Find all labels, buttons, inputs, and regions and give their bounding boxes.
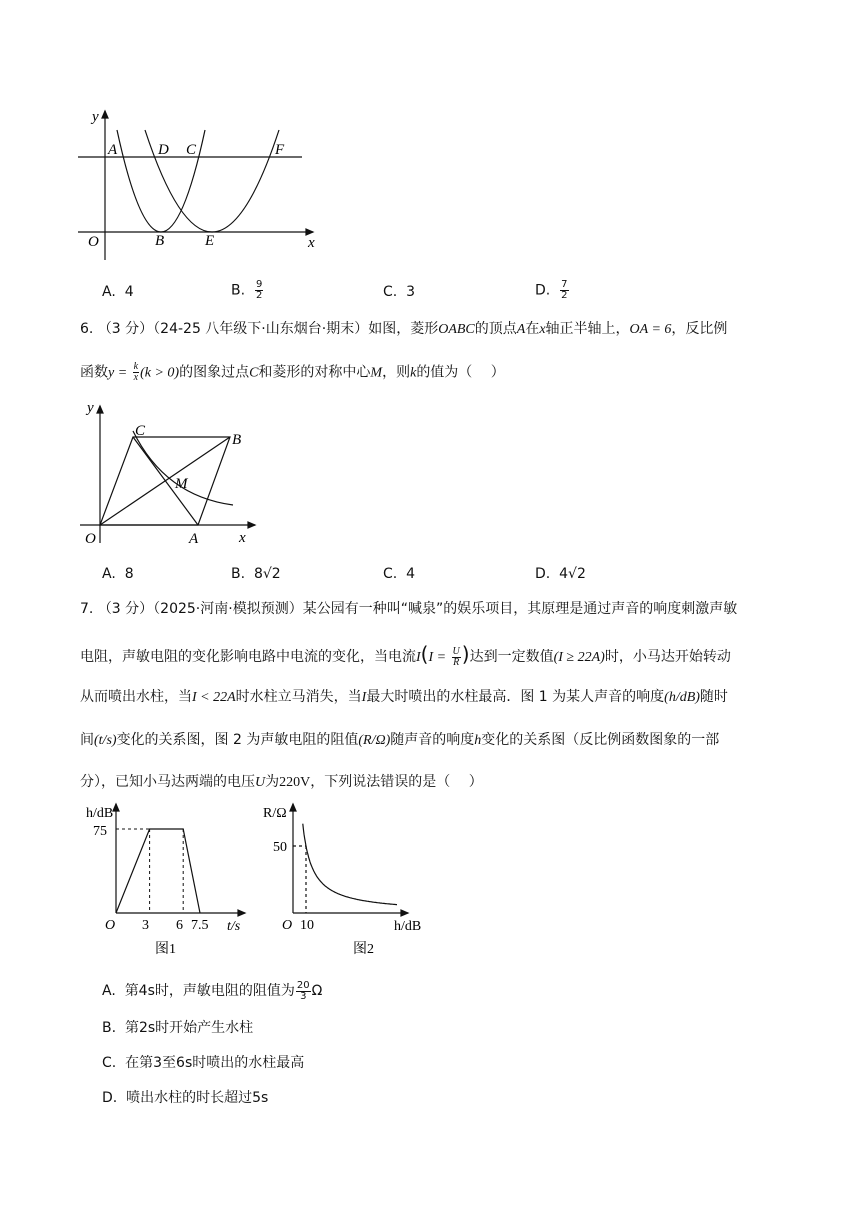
- fig1-loudness-line: [116, 829, 200, 913]
- q7-stem-line3: 从而喷出水柱，当I < 22A时水柱立马消失，当I最大时喷出的水柱最高．图 1 为某人声音的响度(h/dB)随时: [80, 689, 728, 705]
- y-axis-label: y: [92, 109, 99, 125]
- fig1-loudness-time: [85, 800, 260, 960]
- fig2-inverse-curve: [303, 824, 397, 905]
- point-c-label: C: [186, 142, 197, 158]
- fig2-xlabel: h/dB: [394, 919, 422, 934]
- q7-stem-line2: 电阻，声敏电阻的变化影响电路中电流的变化，当电流I(I = $\frac{U}{R}$ )达到一定数值(I ≥ 22A)时，小马达开始转动: [80, 642, 731, 668]
- y-axis-label: y: [87, 400, 94, 416]
- point-b-label: B: [232, 432, 242, 448]
- point-e-label: E: [205, 233, 215, 249]
- q5-option-a[interactable]: A. 4: [102, 284, 134, 300]
- fig1-xtick-7-5: 7.5: [191, 918, 209, 933]
- fig2-xtick-10: 10: [300, 918, 314, 933]
- fig1-origin: O: [105, 918, 116, 933]
- fig1-xtick-3: 3: [142, 918, 149, 933]
- q6-option-a[interactable]: A. 8: [102, 566, 134, 582]
- fig2-ylabel: R/Ω: [263, 806, 287, 821]
- rhombus-figure: [75, 398, 265, 548]
- q6-option-d[interactable]: D. 4√2: [535, 566, 586, 582]
- q5-option-d[interactable]: D. $\frac{7}{2}$: [535, 279, 568, 301]
- q6-option-b[interactable]: B. 8√2: [231, 566, 281, 582]
- q7-stem-line5: 分），已知小马达两端的电压U为220V，下列说法错误的是（ ）: [80, 774, 483, 790]
- q7-option-c[interactable]: C. 在第3至6s时喷出的水柱最高: [102, 1055, 305, 1071]
- point-c-label: C: [135, 423, 146, 439]
- point-m-label: M: [175, 476, 188, 492]
- point-f-label: F: [275, 142, 285, 158]
- fig2-resistance-loudness: [260, 800, 435, 960]
- point-a-label: A: [108, 142, 118, 158]
- point-b-label: B: [155, 233, 165, 249]
- q6-stem-line2: 函数y = $\frac{k}{x}$ (k > 0)的图象过点C和菱形的对称中心M，则k的值为（ ）: [80, 361, 505, 383]
- fig1-ytick-75: 75: [93, 824, 107, 839]
- fig1-xtick-6: 6: [176, 918, 183, 933]
- q6-stem-line1: 6. （3 分）（24-25 八年级下·山东烟台·期末）如图，菱形OABC的顶点A在x轴正半轴上，OA = 6，反比例: [80, 321, 728, 337]
- q7-option-b[interactable]: B. 第2s时开始产生水柱: [102, 1020, 254, 1036]
- q6-option-c[interactable]: C. 4: [383, 566, 416, 582]
- fig1-ylabel: h/dB: [86, 806, 114, 821]
- q5-option-c[interactable]: C. 3: [383, 284, 416, 300]
- x-axis-label: x: [239, 530, 246, 546]
- q7-stem-line4: 间(t/s)变化的关系图，图 2 为声敏电阻的阻值(R/Ω)随声音的响度h变化的关系图（反比例函数图象的一部: [80, 732, 720, 748]
- q5-option-b[interactable]: B. $\frac{9}{2}$: [231, 279, 263, 301]
- fig2-caption: 图2: [353, 942, 374, 957]
- point-a-label: A: [189, 531, 199, 547]
- fig2-origin: O: [282, 918, 293, 933]
- q7-option-a[interactable]: A. 第4s时，声敏电阻的阻值为 $\frac{20}{3}$ Ω: [102, 979, 323, 1002]
- parabola-figure: [70, 105, 330, 265]
- point-d-label: D: [158, 142, 169, 158]
- origin-label: O: [88, 234, 99, 250]
- fig2-ytick-50: 50: [273, 840, 287, 855]
- x-axis-label: x: [308, 235, 315, 251]
- q7-stem-line1: 7. （3 分）（2025·河南·模拟预测）某公园有一种叫“喊泉”的娱乐项目，其原理是通过声音的响度刺激声敏: [80, 601, 738, 617]
- fig1-xlabel: t/s: [227, 919, 241, 934]
- origin-label: O: [85, 531, 96, 547]
- q7-option-d[interactable]: D. 喷出水柱的时长超过5s: [102, 1090, 269, 1106]
- fig1-caption: 图1: [155, 942, 176, 957]
